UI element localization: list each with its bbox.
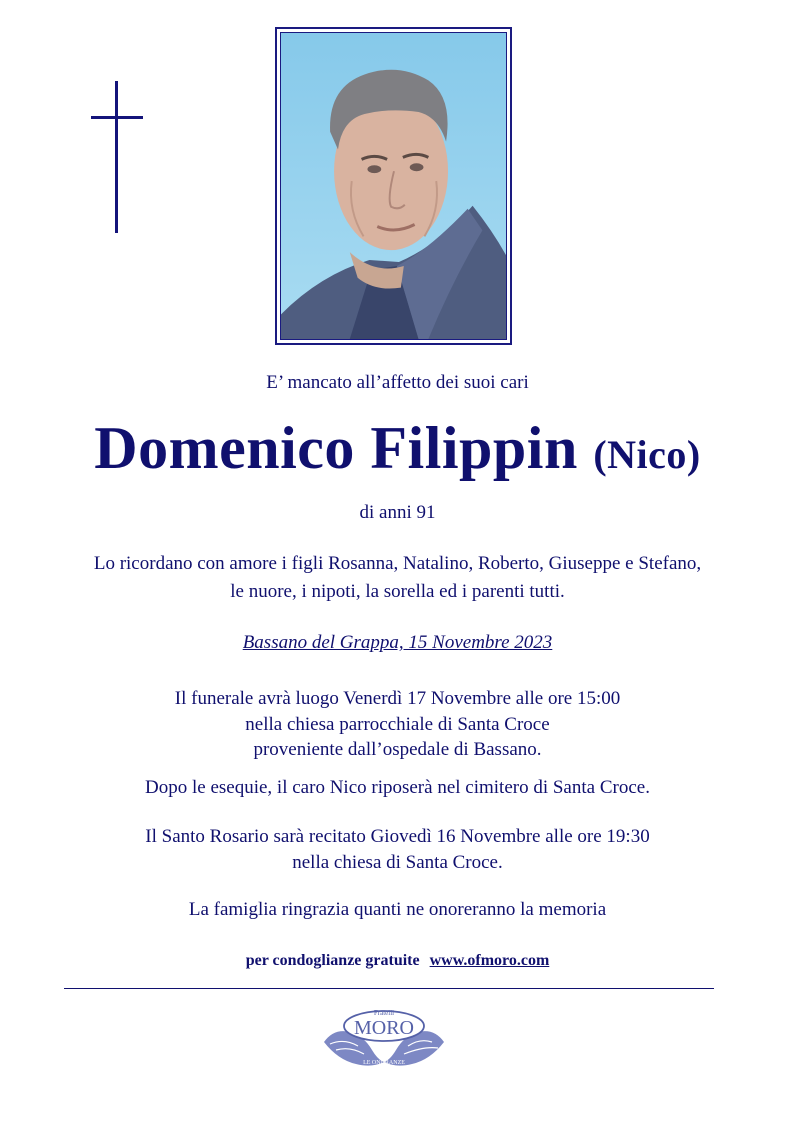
portrait-photo <box>275 27 512 345</box>
intro-text: E’ mancato all’affetto dei suoi cari <box>266 372 529 393</box>
full-name: Domenico Filippin <box>94 415 578 481</box>
age-text: di anni 91 <box>359 502 436 523</box>
rosary-line: Il Santo Rosario sarà recitato Giovedì 16 Novembre alle ore 19:30 <box>145 826 650 847</box>
divider-line <box>64 988 714 989</box>
remembrance-line: le nuore, i nipoti, la sorella ed i parenti tutti. <box>230 581 565 602</box>
place-date-text: Bassano del Grappa, 15 Novembre 2023 <box>242 632 553 653</box>
burial-text: Dopo le esequie, il caro Nico riposerà nel cimitero di Santa Croce. <box>145 777 650 798</box>
remembrance-line: Lo ricordano con amore i figli Rosanna, Natalino, Roberto, Giuseppe e Stefano, <box>93 553 702 574</box>
nickname: (Nico) <box>593 432 701 477</box>
funeral-home-logo <box>320 1004 448 1070</box>
condolences-link[interactable]: www.ofmoro.com <box>429 952 550 969</box>
deceased-name <box>0 414 795 483</box>
thanks-text: La famiglia ringrazia quanti ne onoreranno la memoria <box>188 899 607 920</box>
logo-bottom-text: LE ONORANZE <box>363 1060 405 1066</box>
funeral-line: Il funerale avrà luogo Venerdì 17 Novembre alle ore 15:00 <box>174 688 621 709</box>
rosary-line: nella chiesa di Santa Croce. <box>292 852 503 873</box>
cross-icon <box>91 81 143 233</box>
logo-top-text: Fratelli <box>373 1009 395 1017</box>
funeral-line: nella chiesa parrocchiale di Santa Croce <box>245 714 550 735</box>
funeral-line: proveniente dall’ospedale di Bassano. <box>253 739 542 760</box>
logo-name-text: MORO <box>353 1017 415 1039</box>
place-date <box>0 632 795 654</box>
condolences-label: per condoglianze gratuite <box>245 952 420 969</box>
condolences-line <box>0 952 795 970</box>
